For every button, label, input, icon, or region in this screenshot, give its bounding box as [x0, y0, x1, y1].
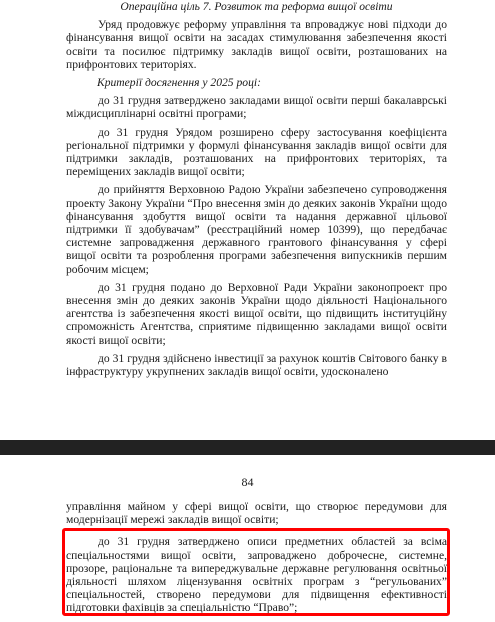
- highlight-box: [62, 528, 450, 616]
- operational-goal-title: Операційна ціль 7. Розвиток та реформа вищої освіти: [120, 0, 393, 13]
- criteria-heading: Критерії досягнення у 2025 році:: [97, 76, 261, 90]
- page-body-top: [66, 0, 447, 378]
- continued-criterion: управління майном у сфері вищої освіти, що створює передумови для модернізації мережі закладів вищої освіти;: [66, 500, 447, 527]
- criterion-item: до 31 грудня Урядом розширено сферу застосування коефіцієнта регіональної підтримки у формулі фінансування закладів вищої освіти для підтримки закладів, розташованих на прифронтових територіях, та переміщених закладів вищої освіти;: [66, 125, 447, 179]
- highlighted-criterion: до 31 грудня затверджено описи предметних областей за всіма спеціальностями вищої освіти, запроваджено доброчесне, системне, прозоре, раціональне та випереджувальне державне регулювання освітньої діяльності шляхом ліцензування освітніх програм з “регульованих” спеціальностей, створено передумови для підвищення ефективності підготовки фахівців за спеціальністю “Право”;: [66, 535, 447, 615]
- criterion-item: до прийняття Верховною Радою України забезпечено супроводження проекту Закону України “Про внесення змін до деяких законів України щодо фінансування здобуття вищої освіти та надання державної цільової підтримки її здобувачам” (реєстраційний номер 10399), що передбачає системне запровадження державного грантового фінансування у сфері вищої освіти та розроблення програми забезпечення випускників першим робочим місцем;: [66, 183, 447, 276]
- page-separator: [0, 440, 495, 455]
- criterion-item: до 31 грудня подано до Верховної Ради України законопроект про внесення змін до деяких законів України щодо діяльності Національного агентства із забезпечення якості вищої освіти, що підвищить інституційну спроможність Агентства, сприятиме підвищенню закладами вищої освіти якості вищої освіти;: [66, 280, 447, 347]
- goal-description: Уряд продовжує реформу управління та впроваджує нові підходи до фінансування вищої освіти на засадах стимулювання забезпечення якості освіти та посилює підтримку закладів вищої освіти, розташованих на прифронтових територіях.: [66, 18, 447, 71]
- criterion-item: до 31 грудня здійснено інвестиції за рахунок коштів Світового банку в інфраструктуру укрупнених закладів вищої освіти, удосконалено: [66, 351, 447, 379]
- criterion-item: до 31 грудня затверджено закладами вищої освіти перші бакалаврські міждисциплінарні освітні програми;: [66, 94, 447, 121]
- document-page-bottom: [0, 455, 495, 622]
- page-number: 84: [241, 475, 254, 489]
